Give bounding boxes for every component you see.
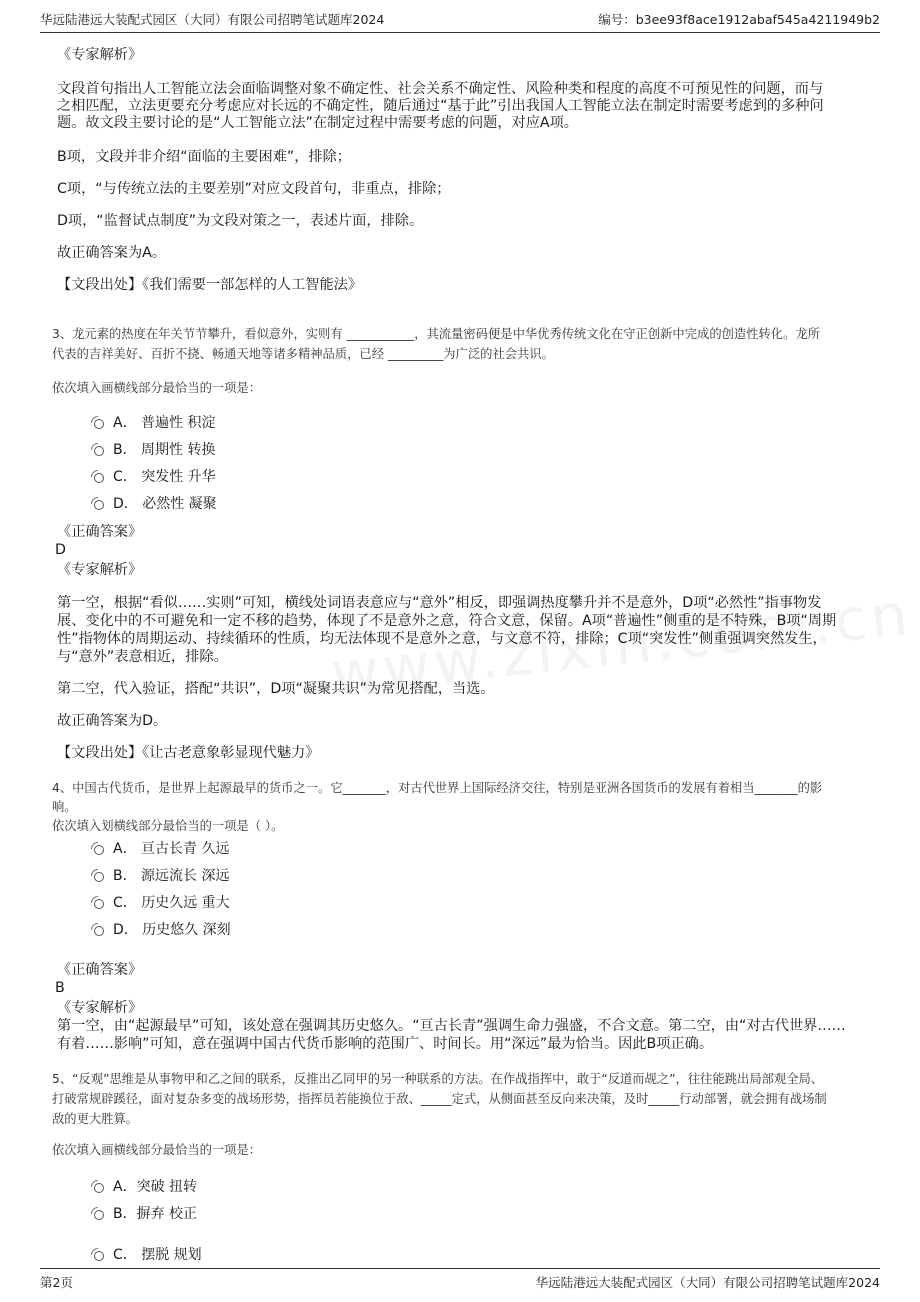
- q4-analysis-line-1: 第一空，由“起源最早”可知，该处意在强调其历史悠久。“亘古长青”强调生命力强盛，不合文意。第二空，由“对古代世界……: [57, 1018, 846, 1034]
- radio-icon: [94, 500, 104, 510]
- q2-analysis-line-1: 文段首句指出人工智能立法会面临调整对象不确定性、社会关系不确定性、风险种类和程度的高度不可预见性的问题，而与: [57, 81, 824, 97]
- q3-stem-line-2: 代表的吉祥美好、百折不挠、畅通天地等诸多精神品质，已经 _________为广泛的社会共识。: [52, 347, 554, 361]
- q5-option-a[interactable]: [94, 1176, 197, 1196]
- q3-prompt: 依次填入画横线部分最恰当的一项是：: [52, 381, 262, 395]
- q4-option-d[interactable]: [94, 919, 231, 939]
- q3-conclusion: 故正确答案为D。: [57, 713, 168, 729]
- q2-source: 【文段出处】《我们需要一部怎样的人工智能法》: [57, 277, 363, 293]
- radio-icon: [94, 899, 104, 909]
- q3-analysis-line-4: 与“意外”表意相近，排除。: [57, 649, 228, 665]
- q2-analysis-line-3: 题。故文段主要讨论的是“人工智能立法”在制定过程中需要考虑的问题，对应A项。: [57, 115, 578, 131]
- radio-icon: [94, 1251, 104, 1261]
- q5-prompt: 依次填入画横线部分最恰当的一项是：: [52, 1143, 262, 1157]
- q3-option-a[interactable]: [94, 412, 215, 432]
- q2-conclusion: 故正确答案为A。: [57, 245, 167, 261]
- q3-option-b-label: B． 周期性 转换: [113, 442, 216, 458]
- q3-analysis-line-1: 第一空，根据“看似……实则”可知，横线处词语表意应与“意外”相反，即强调热度攀升并不是意外，D项“必然性”指事物发: [57, 595, 822, 611]
- q3-option-b[interactable]: [94, 439, 216, 459]
- q2-analysis-option-b: B项，文段并非介绍“面临的主要困难”，排除；: [57, 149, 351, 165]
- q3-option-c[interactable]: [94, 466, 216, 486]
- radio-icon: [94, 1210, 104, 1220]
- header-doc-title: 华远陆港远大装配式园区（大同）有限公司招聘笔试题库2024: [40, 12, 385, 27]
- radio-icon: [94, 926, 104, 936]
- page-footer: [40, 1268, 880, 1291]
- q3-analysis-label: 《专家解析》: [57, 562, 143, 578]
- q4-option-c[interactable]: [94, 892, 230, 912]
- radio-icon: [94, 473, 104, 483]
- q5-option-a-label: A．突破 扭转: [113, 1179, 198, 1195]
- q4-option-a-label: A． 亘古长青 久远: [113, 841, 230, 857]
- q3-source: 【文段出处】《让古老意象彰显现代魅力》: [57, 745, 320, 761]
- radio-icon: [94, 872, 104, 882]
- q4-option-d-label: D． 历史悠久 深刻: [113, 922, 231, 938]
- q3-analysis-line-5: 第二空，代入验证，搭配“共识”，D项“凝聚共识”为常见搭配，当选。: [57, 681, 495, 697]
- q3-answer: D: [55, 542, 66, 558]
- q5-option-c[interactable]: [94, 1244, 202, 1264]
- q3-option-c-label: C． 突发性 升华: [113, 469, 216, 485]
- q3-analysis-line-2: 展、变化中的不可避免和一定不移的趋势，体现了不是意外之意，符合文意，保留。A项“普遍性”侧重的是不特殊，B项“周期: [57, 613, 837, 629]
- footer-doc-title: 华远陆港远大装配式园区（大同）有限公司招聘笔试题库2024: [535, 1275, 880, 1290]
- radio-icon: [94, 446, 104, 456]
- q4-answer-label: 《正确答案》: [57, 962, 143, 978]
- q4-answer: B: [55, 980, 65, 996]
- q5-stem-line-1: 5、“反观”思维是从事物甲和乙之间的联系，反推出乙同甲的另一种联系的方法。在作战指挥中，敢于“反道而觇之”，往往能跳出局部观全局、: [52, 1072, 824, 1086]
- radio-icon: [94, 845, 104, 855]
- q3-answer-label: 《正确答案》: [57, 524, 143, 540]
- q2-analysis-option-d: D项，“监督试点制度”为文段对策之一，表述片面，排除。: [57, 213, 424, 229]
- q3-option-d-label: D． 必然性 凝聚: [113, 496, 217, 512]
- q4-analysis-label: 《专家解析》: [57, 1000, 143, 1016]
- q5-option-b[interactable]: [94, 1203, 197, 1223]
- q4-stem-line-1: 4、中国古代货币，是世界上起源最早的货币之一。它_______，对古代世界上国际经济交往，特别是亚洲各国货币的发展有着相当_______的影: [52, 781, 823, 795]
- q2-analysis-option-c: C项，“与传统立法的主要差别”对应文段首句，非重点，排除；: [57, 181, 451, 197]
- q5-option-b-label: B．摒弃 校正: [113, 1206, 198, 1222]
- page-header: [40, 10, 880, 33]
- q3-option-d[interactable]: [94, 493, 217, 513]
- q4-option-b[interactable]: [94, 865, 230, 885]
- q2-analysis-line-2: 之相匹配，立法更要充分考虑应对长远的不确定性，随后通过“基于此”引出我国人工智能立法在制定时需要考虑到的多种问: [57, 98, 824, 114]
- q4-option-b-label: B． 源远流长 深远: [113, 868, 230, 884]
- header-doc-id: 编号：b3ee93f8ace1912abaf545a4211949b2: [598, 12, 880, 27]
- q4-stem-line-2: 响。: [52, 800, 77, 814]
- q5-stem-line-3: 敌的更大胜算。: [52, 1112, 139, 1126]
- q3-analysis-line-3: 性”指物体的周期运动、持续循环的性质，均无法体现不是意外之意，与文意不符，排除；C项“突发性”侧重强调突然发生，: [57, 631, 827, 647]
- radio-icon: [94, 419, 104, 429]
- radio-icon: [94, 1183, 104, 1193]
- q2-analysis-label: 《专家解析》: [57, 47, 143, 63]
- q3-stem-line-1: 3、龙元素的热度在年关节节攀升，看似意外，实则有 ___________，其流量密码便是中华优秀传统文化在守正创新中完成的创造性转化。龙所: [52, 327, 820, 341]
- q3-option-a-label: A． 普遍性 积淀: [113, 415, 216, 431]
- q5-stem-line-2: 打破常规辟蹊径，面对复杂多变的战场形势，指挥员若能换位于敌、_____定式，从侧面甚至反向来决策，及时_____行动部署，就会拥有战场制: [52, 1092, 827, 1106]
- q4-analysis-line-2: 有着……影响”可知，意在强调中国古代货币影响的范围广、时间长。用“深远”最为恰当。因此B项正确。: [57, 1036, 714, 1052]
- q4-prompt: 依次填入划横线部分最恰当的一项是（ ）。: [52, 819, 284, 833]
- q5-option-c-label: C． 摆脱 规划: [113, 1247, 202, 1263]
- q4-option-c-label: C． 历史久远 重大: [113, 895, 230, 911]
- q4-option-a[interactable]: [94, 838, 229, 858]
- footer-page-number: 第2页: [40, 1275, 73, 1290]
